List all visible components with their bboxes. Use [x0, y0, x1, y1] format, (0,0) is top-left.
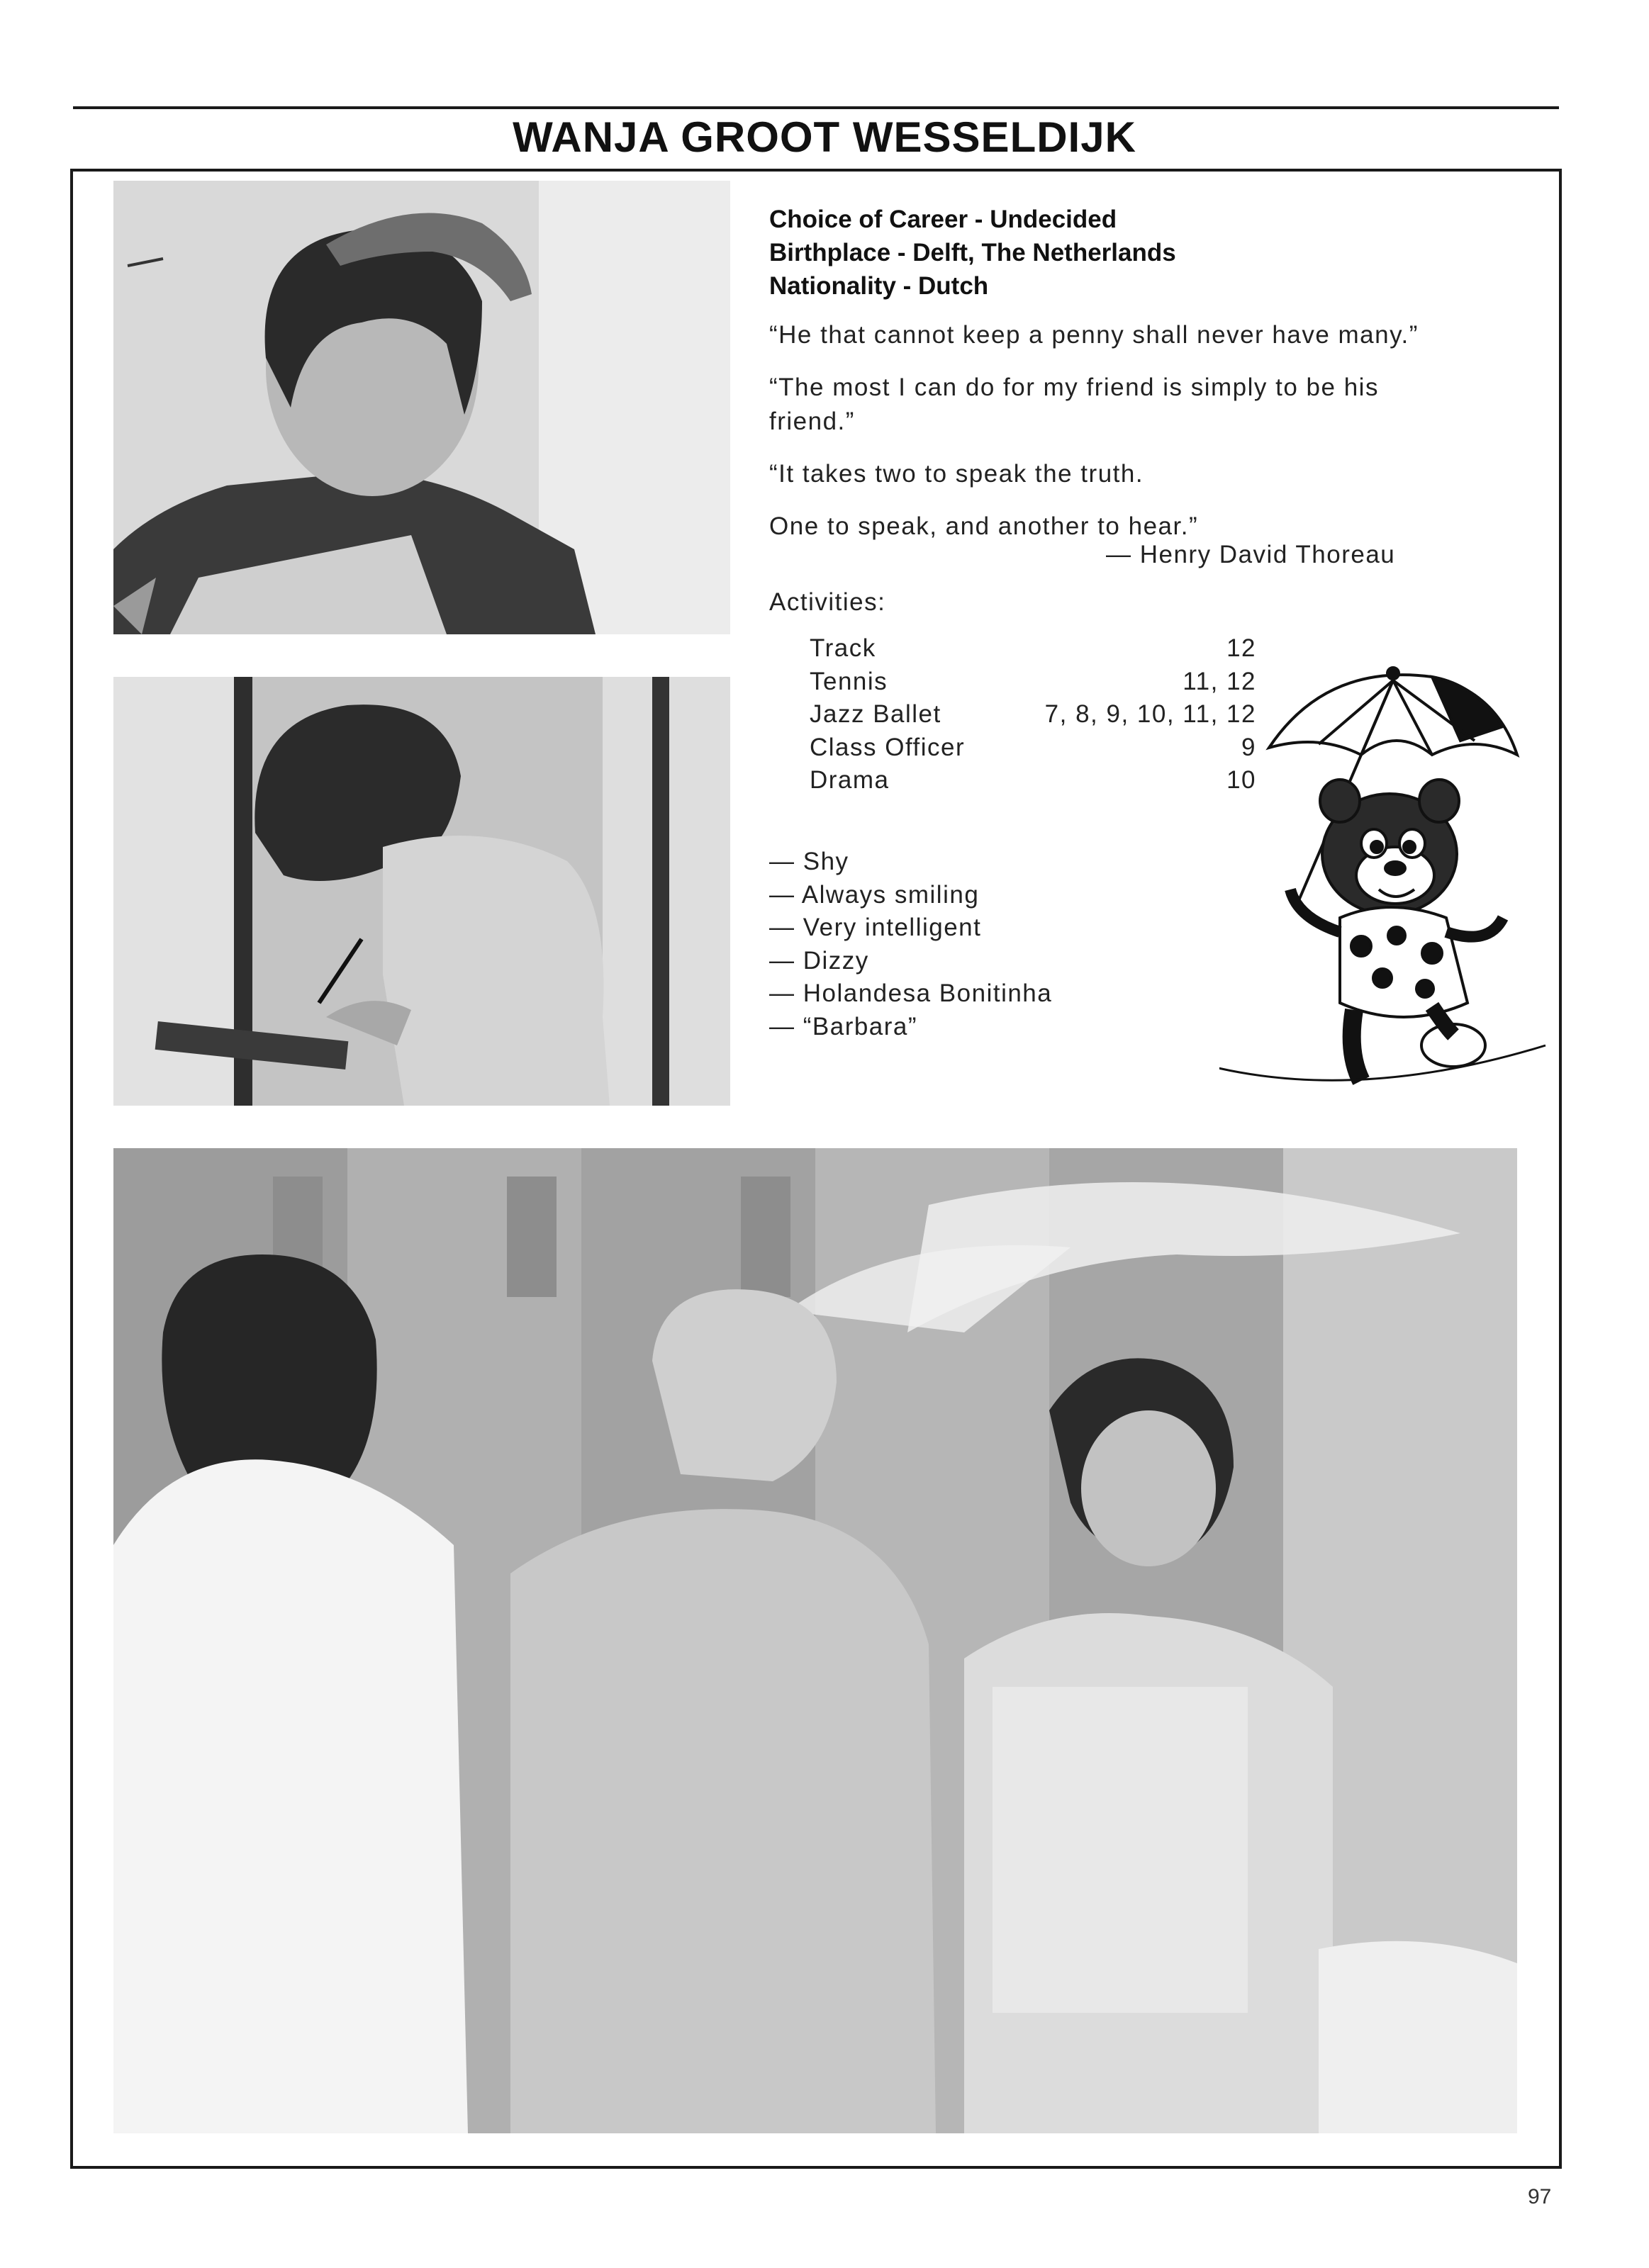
quote-author: — Henry David Thoreau [1106, 541, 1396, 568]
trait-item: — Holandesa Bonitinha [769, 979, 1053, 1007]
portrait-photo [113, 181, 730, 634]
activities-title: Activities: [769, 588, 886, 616]
quote-truth-line2: One to speak, and another to hear.” [769, 512, 1199, 540]
top-rule [73, 106, 1559, 109]
writing-photo [113, 677, 730, 1106]
career-fact: Choice of Career - Undecided [769, 206, 1117, 233]
page-number: 97 [1528, 2185, 1552, 2208]
lockers-photo [113, 1148, 1517, 2133]
activity-row [810, 766, 1256, 799]
activity-row [810, 634, 1256, 668]
page-title: WANJA GROOT WESSELDIJK [513, 113, 1136, 161]
activity-name: Track [810, 634, 876, 662]
activity-name: Class Officer [810, 733, 966, 761]
quote-penny: “He that cannot keep a penny shall never have many.” [769, 321, 1419, 349]
activity-years: 7, 8, 9, 10, 11, 12 [1044, 700, 1256, 728]
traits-list [769, 846, 1052, 1043]
activity-row [810, 668, 1256, 701]
trait-item: — Very intelligent [769, 914, 982, 941]
info-block [769, 203, 1549, 544]
activity-years: 9 [1241, 733, 1256, 761]
birthplace-fact: Birthplace - Delft, The Netherlands [769, 239, 1176, 266]
bear-umbrella-cartoon [1219, 649, 1553, 1102]
nationality-fact: Nationality - Dutch [769, 272, 989, 300]
activity-row [810, 734, 1256, 767]
activity-row [810, 700, 1256, 734]
activity-years: 12 [1226, 634, 1256, 662]
trait-item: — Dizzy [769, 946, 869, 975]
quote-friend: “The most I can do for my friend is simply to be his friend.” [769, 374, 1379, 435]
activity-name: Jazz Ballet [810, 700, 941, 728]
activities-list [810, 634, 1256, 799]
activity-name: Tennis [810, 667, 888, 695]
trait-item: — Always smiling [769, 880, 980, 909]
activity-years: 11, 12 [1183, 667, 1256, 695]
activity-name: Drama [810, 766, 890, 794]
trait-item: — “Barbara” [769, 1012, 918, 1040]
quote-truth-line1: “It takes two to speak the truth. [769, 460, 1144, 488]
activity-years: 10 [1226, 766, 1256, 794]
trait-item: — Shy [769, 848, 849, 875]
